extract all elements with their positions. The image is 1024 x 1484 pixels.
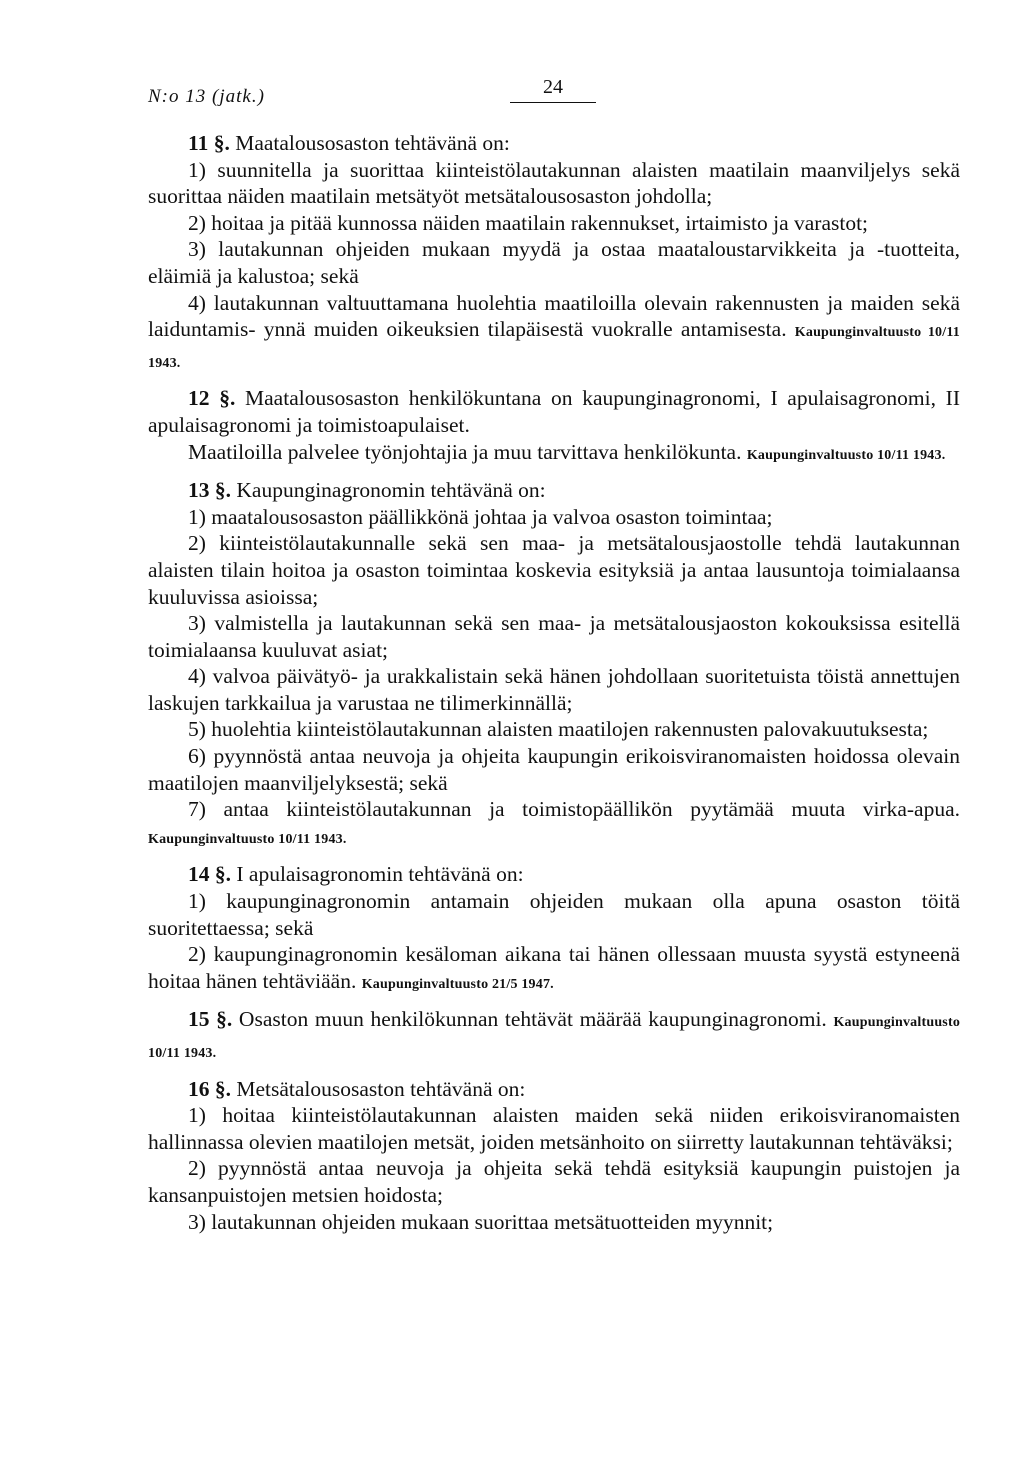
page-number-rule [510,102,596,103]
paragraph [148,439,960,470]
council-decision-citation: Kaupunginvaltuusto 10/11 1943. [148,831,347,847]
paragraph-text: 3) valmistella ja lautakunnan sekä sen maa- ja metsätalousjaoston kokouksissa esitellä toimialaansa kuuluvat asiat; [148,611,960,662]
paragraph-text: Maatiloilla palvelee työnjohtajia ja muu tarvittava henkilökunta. [188,439,747,464]
paragraph-text: Maatalousosaston tehtävänä on: [229,131,510,155]
paragraph-text: 7) antaa kiinteistölautakunnan ja toimistopäällikön pyytämää muuta virka-apua. [188,797,960,822]
council-decision-citation: Kaupunginvaltuusto 10/11 1943. [148,1015,961,1061]
section-number: 15 §. [188,1007,233,1032]
section-paragraph [148,477,960,504]
section-number: 14 §. [188,862,231,887]
section-paragraph [148,1006,960,1067]
paragraph [148,290,960,378]
paragraph-text: 4) lautakunnan valtuuttamana huolehtia maatiloilla olevain rakennusten ja maiden sekä laiduntamis- ynnä muiden oikeuksien tilapäisestä vuokralle antamisesta. [148,290,960,342]
paragraph-text: 2) kiinteistölautakunnalle sekä sen maa- ja metsätalousjaostolle tehdä lautakunnan alaisten tilain hoitoa ja osaston toimintaa koskevia esityksiä ja antaa lausuntoja toimialaansa kuuluvissa asioissa; [148,531,960,609]
paragraph-text: 4) valvoa päivätyö- ja urakkalistain sekä hänen johdollaan suoritetuista töistä annettujen laskujen tarkkailua ja varustaa ne tilimerkinnällä; [148,664,960,715]
document-reference: N:o 13 (jatk.) [148,86,265,107]
section-paragraph [148,1076,960,1103]
page-number: 24 [543,76,563,98]
paragraph-text: Maatalousosaston henkilökuntana on kaupunginagronomi, I apulaisagronomi, II apulaisagronomi ja toimistoapulaiset. [148,386,960,437]
paragraph [148,1209,960,1236]
document-body [148,130,960,1235]
paragraph-text: 1) hoitaa kiinteistölautakunnan alaisten maiden sekä niiden erikoisviranomaisten hallinnassa olevien maatilojen metsät, joiden metsänhoito on siirretty lautakunnan tehtäväksi; [148,1103,960,1154]
council-decision-citation: Kaupunginvaltuusto 10/11 1943. [746,447,946,463]
section-number: 12 §. [188,386,236,411]
section-paragraph [148,130,960,157]
paragraph-text: Metsätalousosaston tehtävänä on: [231,1076,526,1101]
paragraph-text: 2) kaupunginagronomin kesäloman aikana tai hänen ollessaan muusta syystä estyneenä hoitaa hänen tehtäviään. [148,942,960,993]
paragraph [148,796,960,853]
paragraph-text: 1) maatalousosaston päällikkönä johtaa ja valvoa osaston toimintaa; [188,504,773,529]
council-decision-citation: Kaupunginvaltuusto 10/11 1943. [148,325,960,371]
paragraph-text: 3) lautakunnan ohjeiden mukaan myydä ja ostaa maataloustarvikkeita ja -tuotteita, eläimiä ja kalustoa; sekä [148,237,960,288]
paragraph [148,236,960,289]
section-number: 16 §. [188,1076,231,1101]
paragraph [148,610,960,663]
paragraph [148,716,960,743]
paragraph [148,888,960,941]
paragraph-text: Kaupunginagronomin tehtävänä on: [231,478,546,503]
paragraph [148,530,960,610]
paragraph [148,504,960,531]
paragraph [148,157,960,210]
paragraph-text: 2) hoitaa ja pitää kunnossa näiden maatilain rakennukset, irtaimisto ja varastot; [188,210,869,235]
paragraph [148,1155,960,1208]
paragraph [148,743,960,796]
paragraph-text: 6) pyynnöstä antaa neuvoja ja ohjeita kaupungin erikoisviranomaisten hoidossa olevain maatilojen maanviljelyksestä; sekä [148,744,960,795]
paragraph-text: 1) suunnitella ja suorittaa kiinteistölautakunnan alaisten maatilain maanviljelys sekä suorittaa näiden maatilain metsätyöt metsätalousosaston johdolla; [148,157,960,209]
section-number: 11 §. [188,131,230,155]
paragraph-text: 2) pyynnöstä antaa neuvoja ja ohjeita sekä tehdä esityksiä kaupungin puistojen ja kansanpuistojen metsien hoidosta; [148,1156,960,1207]
paragraph-text: 1) kaupunginagronomin antamain ohjeiden mukaan olla apuna osaston töitä suoritettaessa; sekä [148,889,960,940]
section-paragraph [148,861,960,888]
paragraph [148,663,960,716]
paragraph [148,941,960,998]
paragraph-text: 3) lautakunnan ohjeiden mukaan suorittaa metsätuotteiden myynnit; [188,1209,774,1234]
paragraph-text: I apulaisagronomin tehtävänä on: [231,862,524,887]
council-decision-citation: Kaupunginvaltuusto 21/5 1947. [361,976,554,992]
paragraph [148,210,960,237]
section-number: 13 §. [188,478,231,503]
paragraph-text: 5) huolehtia kiinteistölautakunnan alaisten maatilojen rakennusten palovakuutuksesta; [188,717,929,742]
paragraph-text: Osaston muun henkilökunnan tehtävät määrää kaupunginagronomi. [232,1007,834,1032]
paragraph [148,1102,960,1155]
section-paragraph [148,385,960,438]
